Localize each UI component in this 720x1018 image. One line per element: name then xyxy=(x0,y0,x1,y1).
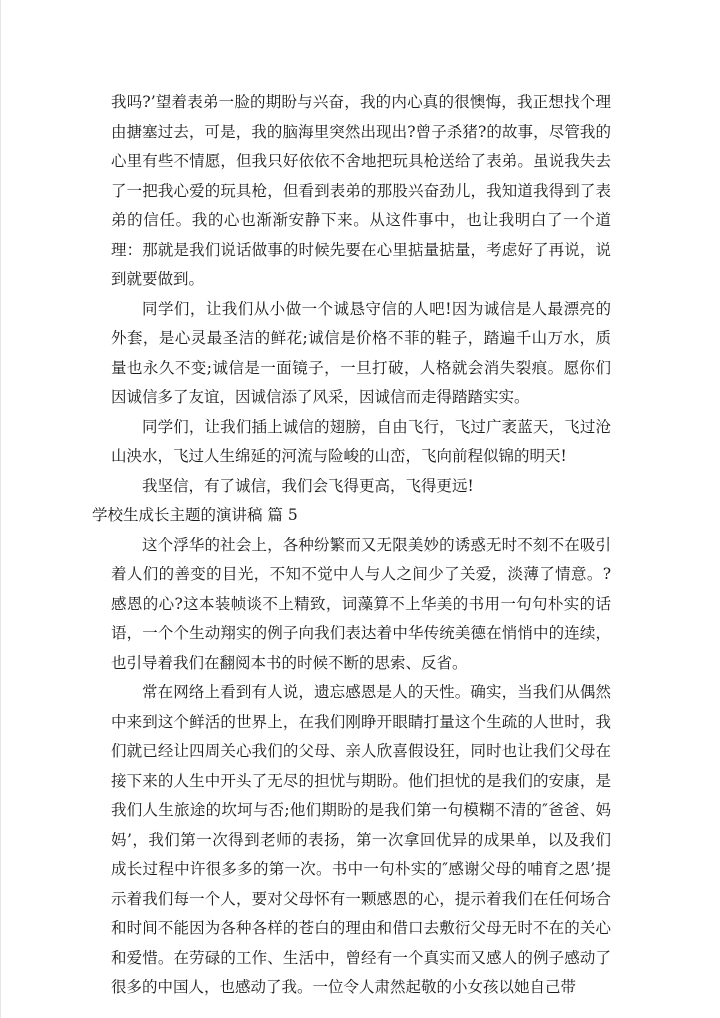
paragraph-4: 我坚信，有了诚信，我们会飞得更高，飞得更远! xyxy=(142,476,474,495)
paragraph-5: 这个浮华的社会上，各种纷繁而又无限美妙的诱惑无时不刻不在吸引着人们的善变的目光，不知不觉中人与人之间少了关爱，淡薄了情意。?感恩的心?这本装帧谈不上精致，词藻算不上华美的书用一句句朴实的话语，一个个生动翔实的例子向我们表达着中华传统美德在悄悄中的连续，也引导着我们在翻阅本书的时候不断的思索、反省。 xyxy=(111,535,611,672)
document-body xyxy=(92,88,611,1003)
paragraph-2: 同学们，让我们从小做一个诚恳守信的人吧!因为诚信是人最漂亮的外套，是心灵最圣洁的鲜花;诚信是价格不菲的鞋子，踏遍千山万水，质量也永久不变;诚信是一面镜子，一旦打破，人格就会消失裂痕。愿你们因诚信多了友谊，因诚信添了风采，因诚信而走得踏踏实实。 xyxy=(111,299,611,406)
paragraph-6: 常在网络上看到有人说，遗忘感恩是人的天性。确实，当我们从偶然中来到这个鲜活的世界上，在我们刚睁开眼睛打量这个生疏的人世时，我们就已经让四周关心我们的父母、亲人欣喜假设狂，同时也让我们父母在接下来的人生中开头了无尽的担忧与期盼。他们担忧的是我们的安康，是我们人生旅途的坎坷与否;他们期盼的是我们第一句模糊不清的″爸爸、妈妈’，我们第一次得到老师的表扬，第一次拿回优异的成果单，以及我们成长过程中许很多多的第一次。书中一句朴实的″感谢父母的哺育之恩’提示着我们每一个人，要对父母怀有一颗感恩的心，提示着我们在任何场合和时间不能因为各种各样的苍白的理由和借口去敷衍父母无时不在的关心和爱惜。在劳碌的工作、生活中，曾经有一个真实而又感人的例子感动了很多的中国人，也感动了我。一位令人肃然起敬的小女孩以她自己带 xyxy=(111,683,611,996)
paragraph-3: 同学们，让我们插上诚信的翅膀，自由飞行，飞过广袤蓝天，飞过沧山泱水，飞过人生绵延的河流与险峻的山峦，飞向前程似锦的明天! xyxy=(111,417,611,465)
paragraph-1: 我吗?’望着表弟一脸的期盼与兴奋，我的内心真的很懊悔，我正想找个理由搪塞过去，可是，我的脑海里突然出现出?曾子杀猪?的故事，尽管我的心里有些不情愿，但我只好依依不舍地把玩具枪送给了表弟。虽说我失去了一把我心爱的玩具枪，但看到表弟的那股兴奋劲儿，我知道我得到了表弟的信任。我的心也渐渐安静下来。从这件事中，也让我明白了一个道理：那就是我们说话做事的时候先要在心里掂量掂量，考虑好了再说，说到就要做到。 xyxy=(111,93,611,288)
section-heading: 学校生成长主题的演讲稿 篇 5 xyxy=(92,506,298,524)
